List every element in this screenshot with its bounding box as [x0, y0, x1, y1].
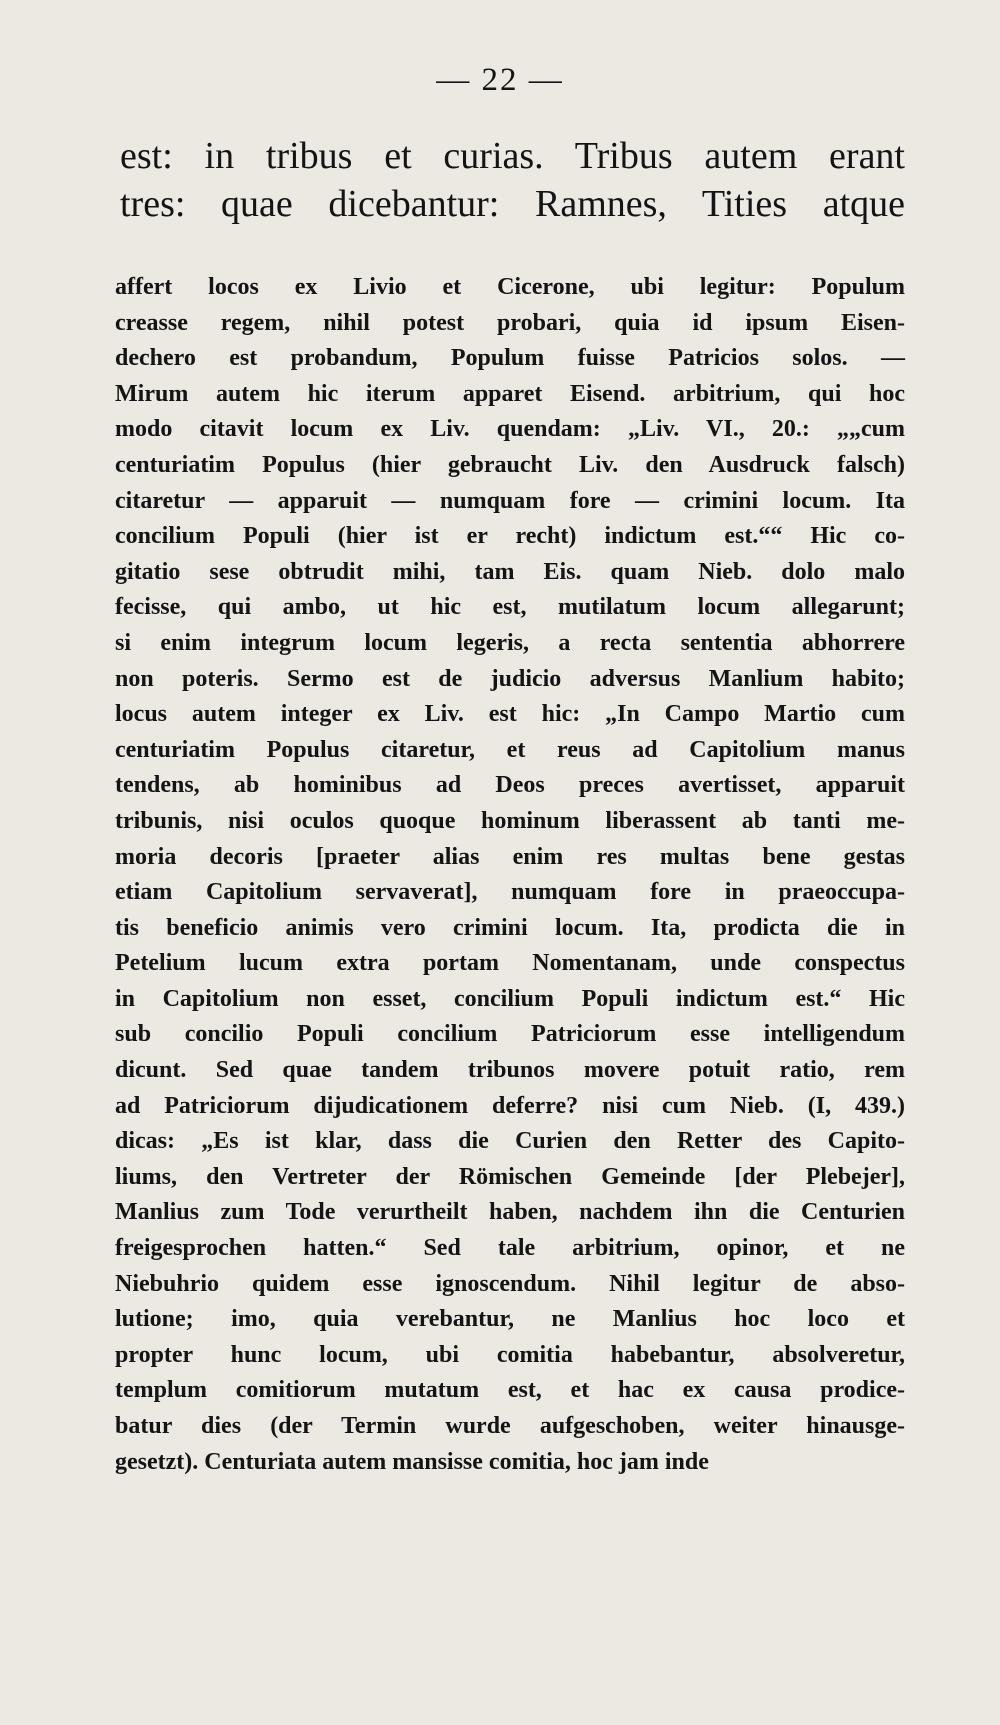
footnote-line: moria decoris [praeter alias enim res multas bene gestas [115, 843, 905, 870]
footnote-line: gesetzt). Centuriata autem mansisse comitia, hoc jam inde [115, 1448, 709, 1475]
footnote-line: lutione; imo, quia verebantur, ne Manlius hoc loco et [115, 1306, 905, 1333]
footnote-line: tendens, ab hominibus ad Deos preces avertisset, apparuit [115, 772, 905, 799]
footnote-line: templum comitiorum mutatum est, et hac ex causa prodice- [115, 1377, 905, 1404]
footnote-line: ad Patriciorum dijudicationem deferre? nisi cum Nieb. (I, 439.) [115, 1092, 905, 1119]
footnote-line: si enim integrum locum legeris, a recta sententia abhorrere [115, 629, 905, 656]
footnote-line: gitatio sese obtrudit mihi, tam Eis. quam Nieb. dolo malo [115, 558, 905, 585]
footnote-line: etiam Capitolium servaverat], numquam fore in praeoccupa- [115, 879, 905, 906]
footnote-line: centuriatim Populus citaretur, et reus ad Capitolium manus [115, 736, 905, 763]
footnote-line: citaretur — apparuit — numquam fore — crimini locum. Ita [115, 487, 905, 514]
footnote-line: tis beneficio animis vero crimini locum. Ita, prodicta die in [115, 914, 905, 941]
main-text-line: tres: quae dicebantur: Ramnes, Tities atque [120, 183, 905, 225]
footnote-line: Mirum autem hic iterum apparet Eisend. arbitrium, qui hoc [115, 380, 905, 407]
page-number: — 22 — [436, 62, 564, 98]
footnote-line: dicunt. Sed quae tandem tribunos movere potuit ratio, rem [115, 1057, 905, 1084]
footnote-line: dechero est probandum, Populum fuisse Patricios solos. — [115, 345, 905, 372]
footnote-line: freigesprochen hatten.“ Sed tale arbitrium, opinor, et ne [115, 1235, 905, 1262]
main-text [120, 132, 905, 228]
footnote-line: Manlius zum Tode verurtheilt haben, nachdem ihn die Centurien [115, 1199, 905, 1226]
footnote-line: sub concilio Populi concilium Patriciorum esse intelligendum [115, 1021, 905, 1048]
footnote-line: modo citavit locum ex Liv. quendam: „Liv. VI., 20.: „„cum [115, 416, 905, 443]
footnote-line: Niebuhrio quidem esse ignoscendum. Nihil legitur de abso- [115, 1270, 905, 1297]
footnote-line: affert locos ex Livio et Cicerone, ubi legitur: Populum [115, 274, 905, 300]
footnote [115, 270, 905, 1480]
footnote-line: batur dies (der Termin wurde aufgeschoben, weiter hinausge- [115, 1413, 905, 1439]
footnote-line: locus autem integer ex Liv. est hic: „In Campo Martio cum [115, 701, 905, 728]
footnote-line: Petelium lucum extra portam Nomentanam, unde conspectus [115, 950, 905, 977]
footnote-line: in Capitolium non esset, concilium Populi indictum est.“ Hic [115, 985, 905, 1012]
footnote-line: non poteris. Sermo est de judicio adversus Manlium habito; [115, 665, 905, 692]
footnote-line: creasse regem, nihil potest probari, quia id ipsum Eisen- [115, 309, 905, 336]
main-text-line: est: in tribus et curias. Tribus autem erant [120, 135, 905, 177]
footnote-line: tribunis, nisi oculos quoque hominum liberassent ab tanti me- [115, 807, 905, 834]
footnote-line: fecisse, qui ambo, ut hic est, mutilatum locum allegarunt; [115, 594, 905, 621]
footnote-line: liums, den Vertreter der Römischen Gemeinde [der Plebejer], [115, 1163, 905, 1190]
footnote-line: propter hunc locum, ubi comitia habebantur, absolveretur, [115, 1341, 905, 1368]
footnote-line: centuriatim Populus (hier gebraucht Liv. den Ausdruck falsch) [115, 451, 905, 478]
footnote-line: concilium Populi (hier ist er recht) indictum est.““ Hic co- [115, 523, 905, 550]
footnote-line: dicas: „Es ist klar, dass die Curien den Retter des Capito- [115, 1128, 905, 1155]
